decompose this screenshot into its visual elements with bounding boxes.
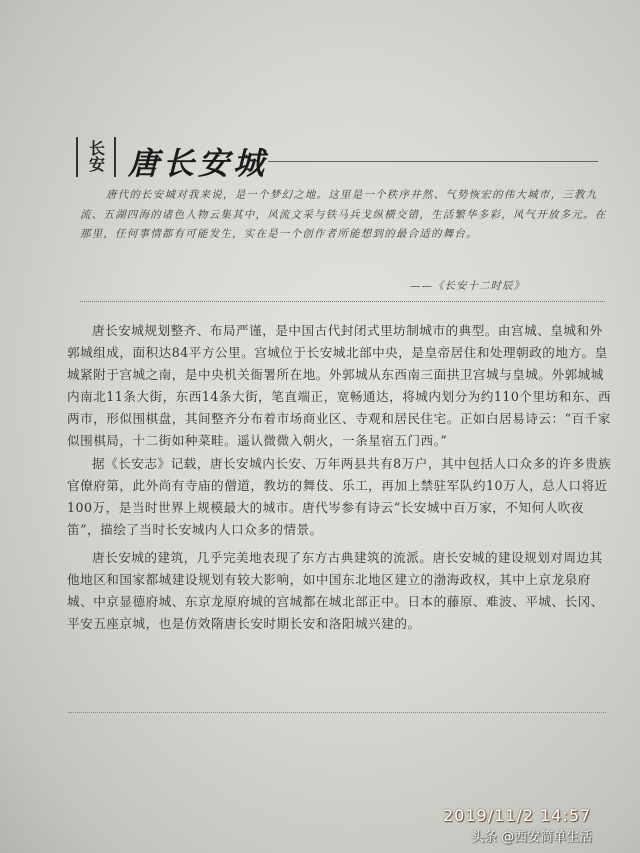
section-divider: [80, 301, 605, 302]
source-watermark: 头条 @西安简单生活: [471, 830, 593, 845]
paragraph-city-layout: 唐长安城规划整齐、布局严谨，是中国古代封闭式里坊制城市的典型。由宫城、皇城和外郭城组成，面积达84平方公里。宫城位于长安城北部中央，是皇帝居住和处理朝政的地方。皇城紧附于宫城之南，是中央机关衙署所在地。外郭城从东西南三面拱卫宫城与皇城。外郭城城内南北11条大街，东西14条大街，笔直端正，宽畅通达，将城内划分为约110个里坊和东、西两市，形似围棋盘，其间整齐分布着市场商业区、寺观和居民住宅。正如白居易诗云：“百千家似围棋局，十二街如种菜畦。遥认微微入朝火，一条星宿五门西。”: [67, 323, 612, 448]
paragraph-population: 据《长安志》记载，唐长安城内长安、万年两县共有8万户，其中包括人口众多的许多贵族官僚府第，此外尚有寺庙的僧道，教坊的舞伎、乐工，再加上禁驻军队约10万人，总人口将近100万，是当时世界上规模最大的城市。唐代岑参有诗云“长安城中百万家，不知何人吹夜笛”，描绘了当时长安城内人口众多的情景。: [67, 456, 612, 538]
bottom-divider: [68, 712, 606, 713]
seal-text: 长安: [88, 139, 103, 174]
paragraph-influence: 唐长安城的建筑，几乎完美地表现了东方古典建筑的流派。唐长安城的建设规划对周边其他地区和国家都城建设规划有较大影响，如中国东北地区建立的渤海政权，其中上京龙泉府城、中京显德府城、东京龙原府城的宫城都在城北部正中。日本的藤原、难波、平城、长冈、平安五座京城，也是仿效隋唐长安时期长安和洛阳城兴建的。: [67, 550, 604, 631]
page-title: 唐长安城: [128, 146, 268, 182]
epigraph-quote: 唐代的长安城对我来说，是一个梦幻之地。这里是一个秩序井然、气势恢宏的伟大城市，三教九流、五湖四海的诸色人物云集其中，风流文采与铁马兵戈纵横交错，生活繁华多彩，风气开放多元。在那里，任何事情都有可能发生，实在是一个创作者所能想到的最合适的舞台。: [80, 189, 607, 240]
title-divider: [268, 161, 598, 162]
epigraph-source: ——《长安十二时辰》: [410, 280, 525, 292]
seal-logo: [76, 137, 116, 177]
photo-timestamp: 2019/11/2 14:57: [443, 806, 592, 825]
article-body: [67, 320, 615, 635]
